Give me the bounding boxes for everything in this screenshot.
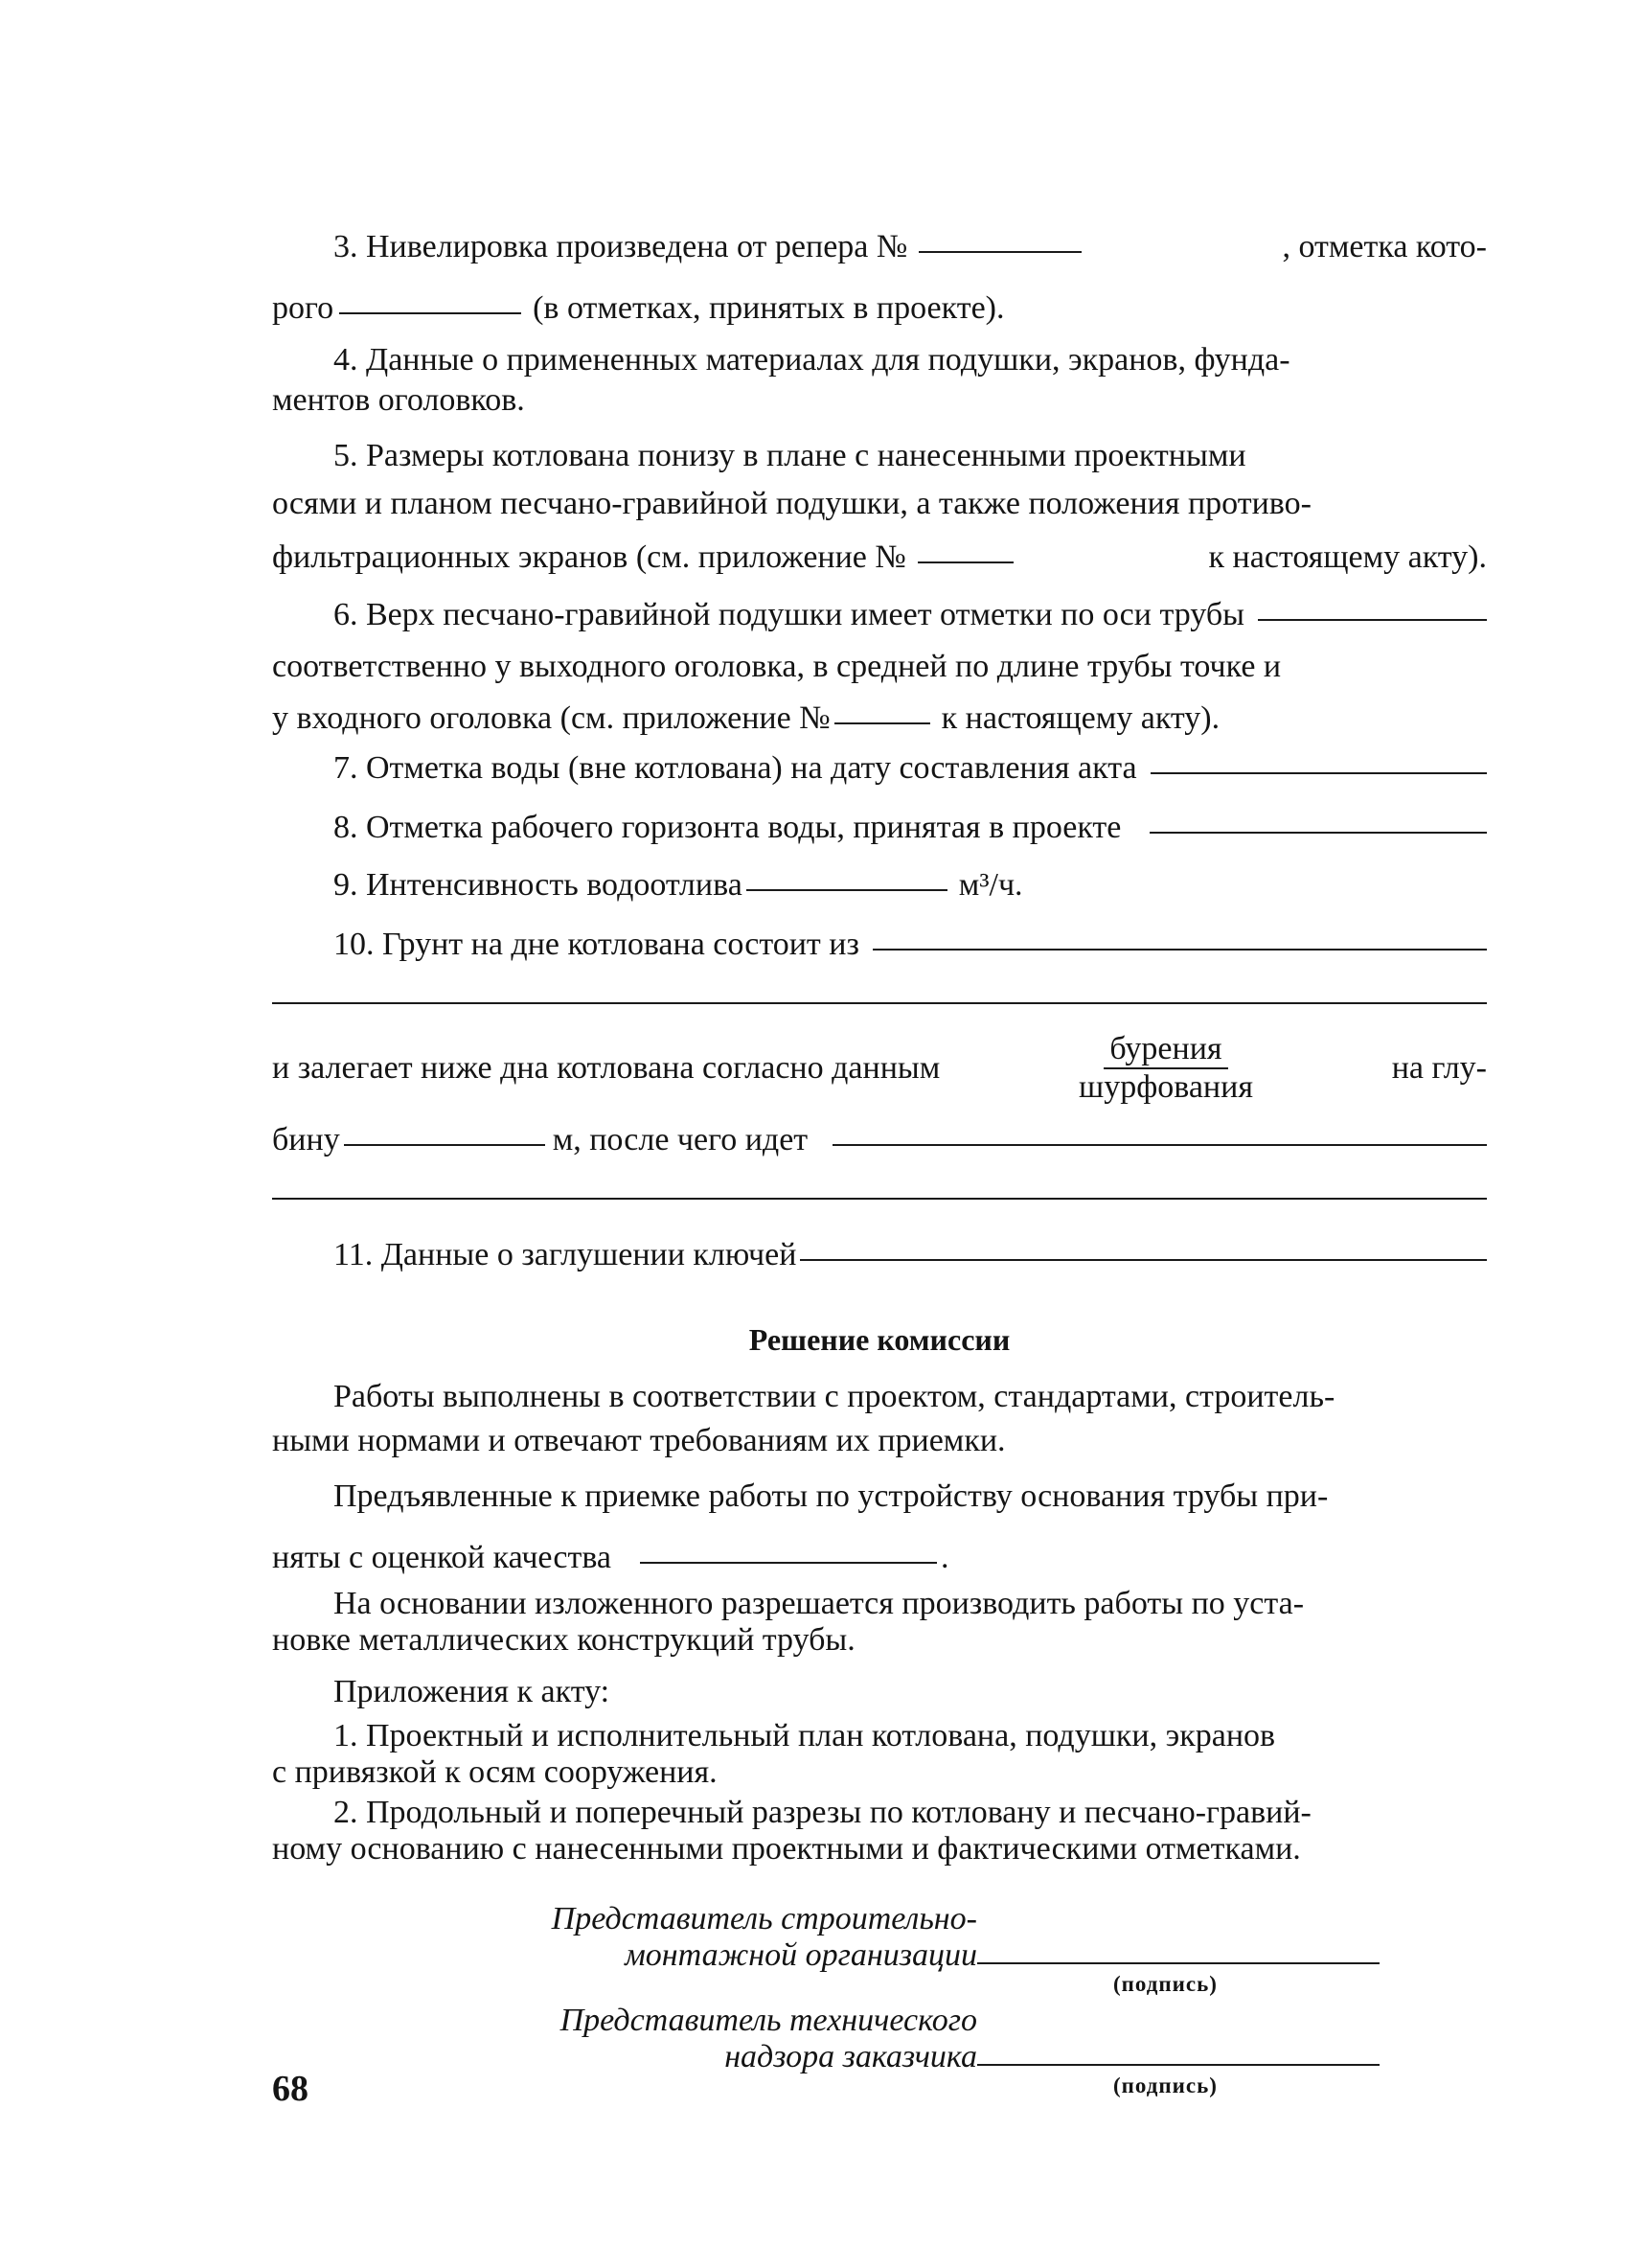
item-5-text-1: 5. Размеры котлована понизу в плане с нанесенными проектными [333, 438, 1246, 473]
page-number: 68 [272, 2069, 308, 2109]
drilling-fraction [1073, 1031, 1259, 1106]
appendix-1-text-1: 1. Проектный и исполнительный план котлована, подушки, экранов [333, 1718, 1276, 1753]
soil-blank-2 [272, 1002, 1487, 1004]
decision-p2-text-2: няты с оценкой качества [272, 1540, 612, 1575]
signature-1-title-1: Представитель строительно- [551, 1901, 977, 1936]
item-9-unit: м³/ч. [958, 867, 1023, 903]
item-10-line-3 [272, 1027, 1487, 1110]
decision-p1-text-1: Работы выполнены в соответствии с проектом, стандартами, строитель- [333, 1379, 1335, 1414]
item-10-text-4b: м, после чего идет [552, 1122, 809, 1157]
item-4-text-2: ментов оголовков. [272, 382, 525, 418]
signature-1-line [977, 1962, 1380, 1964]
item-3-text-b: , отметка кото- [1282, 229, 1487, 264]
decision-p1-line-2 [272, 1412, 1487, 1470]
item-3-line-2 [272, 280, 1487, 337]
item-6-text-3a: у входного оголовка (см. приложение № [272, 700, 831, 736]
decision-p3-line-2 [272, 1612, 1487, 1669]
item-7-line [333, 740, 1487, 797]
benchmark-elevation-blank [339, 312, 521, 314]
item-9-line [333, 857, 1487, 914]
decision-p3-text-1: На основании изложенного разрешается производить работы по уста- [333, 1586, 1305, 1621]
item-5-line-3 [272, 529, 1487, 586]
appendix-number-blank-2 [834, 722, 930, 724]
item-6-line-2 [272, 638, 1487, 696]
decision-p2-line-1 [333, 1468, 1487, 1525]
item-6-text-2: соответственно у выходного оголовка, в средней по длине трубы точке и [272, 649, 1282, 684]
item-9-text: 9. Интенсивность водоотлива [333, 867, 742, 903]
period-mark: . [941, 1540, 949, 1575]
soil-blank-1 [873, 949, 1487, 951]
item-3-text-a: 3. Нивелировка произведена от репера № [333, 229, 908, 264]
signature-1-label: (подпись) [1113, 1972, 1218, 1996]
item-5-text-3a: фильтрационных экранов (см. приложение № [272, 539, 906, 575]
signature-2-title-2: надзора заказчика [724, 2039, 977, 2074]
item-3-text-d: (в отметках, принятых в проекте). [533, 290, 1005, 326]
appendix-1-text-2: с привязкой к осям сооружения. [272, 1754, 718, 1790]
benchmark-number-blank [919, 251, 1082, 253]
appendix-2-text-2: ному основанию с нанесенными проектными и фактическими отметками. [272, 1831, 1301, 1867]
item-4-line-2 [272, 372, 1487, 429]
signature-2-label: (подпись) [1113, 2073, 1218, 2097]
design-water-level-blank [1150, 832, 1487, 834]
item-6-line-3 [272, 690, 1487, 747]
item-10-text-1: 10. Грунт на дне котлована состоит из [333, 927, 859, 962]
quality-grade-blank [640, 1562, 937, 1564]
item-3-line-1 [333, 218, 1487, 276]
signature-block-2 [517, 2003, 977, 2075]
item-10-text-3a: и залегает ниже дна котлована согласно данным [272, 1050, 941, 1086]
appendices-title-text: Приложения к акту: [333, 1674, 610, 1709]
item-11-text: 11. Данные о заглушении ключей [333, 1237, 797, 1272]
item-3-text-c: рого [272, 290, 334, 326]
signature-2-title-1: Представитель технического [559, 2003, 977, 2038]
item-7-text: 7. Отметка воды (вне котлована) на дату составления акта [333, 750, 1137, 786]
item-11-line [333, 1226, 1487, 1284]
decision-p3-text-2: новке металлических конструкций трубы. [272, 1622, 856, 1658]
decision-p2-text-1: Предъявленные к приемке работы по устройству основания трубы при- [333, 1478, 1329, 1514]
item-6-line-1 [333, 586, 1487, 644]
dewatering-rate-blank [746, 889, 947, 891]
depth-blank [344, 1144, 545, 1146]
signature-block-1 [517, 1901, 977, 1974]
fraction-numerator: бурения [1104, 1031, 1227, 1069]
underlying-soil-blank [833, 1144, 1487, 1146]
keys-plugging-blank [800, 1259, 1487, 1261]
item-5-text-3b: к настоящему акту). [1208, 539, 1487, 575]
item-8-line [333, 799, 1487, 857]
fraction-denominator: шурфования [1079, 1069, 1253, 1105]
cushion-elevation-blank [1258, 619, 1487, 621]
item-4-text-1: 4. Данные о примененных материалах для подушки, экранов, фунда- [333, 342, 1290, 378]
appendix-2-text-1: 2. Продольный и поперечный разрезы по котловану и песчано-гравий- [333, 1795, 1312, 1830]
decision-heading: Решение комиссии [748, 1322, 1011, 1357]
item-10-line-1 [333, 916, 1487, 974]
item-10-text-4a: бину [272, 1122, 340, 1157]
item-10-line-4 [272, 1111, 1487, 1169]
appendix-2-line-2 [272, 1821, 1487, 1878]
signature-1-title-2: монтажной организации [625, 1937, 977, 1973]
water-level-blank [1151, 772, 1487, 774]
underlying-soil-blank-2 [272, 1198, 1487, 1200]
item-8-text: 8. Отметка рабочего горизонта воды, принятая в проекте [333, 810, 1122, 845]
item-5-text-2: осями и планом песчано-гравийной подушки, а также положения противо- [272, 486, 1312, 521]
decision-p1-text-2: ными нормами и отвечают требованиям их приемки. [272, 1423, 1006, 1458]
item-5-line-2 [272, 475, 1487, 533]
signature-2-line [977, 2064, 1380, 2066]
item-6-text-1: 6. Верх песчано-гравийной подушки имеет отметки по оси трубы [333, 597, 1244, 632]
item-10-text-3b: на глу- [1391, 1050, 1487, 1086]
appendix-number-blank [918, 561, 1014, 563]
item-6-text-3b: к настоящему акту). [941, 700, 1221, 736]
